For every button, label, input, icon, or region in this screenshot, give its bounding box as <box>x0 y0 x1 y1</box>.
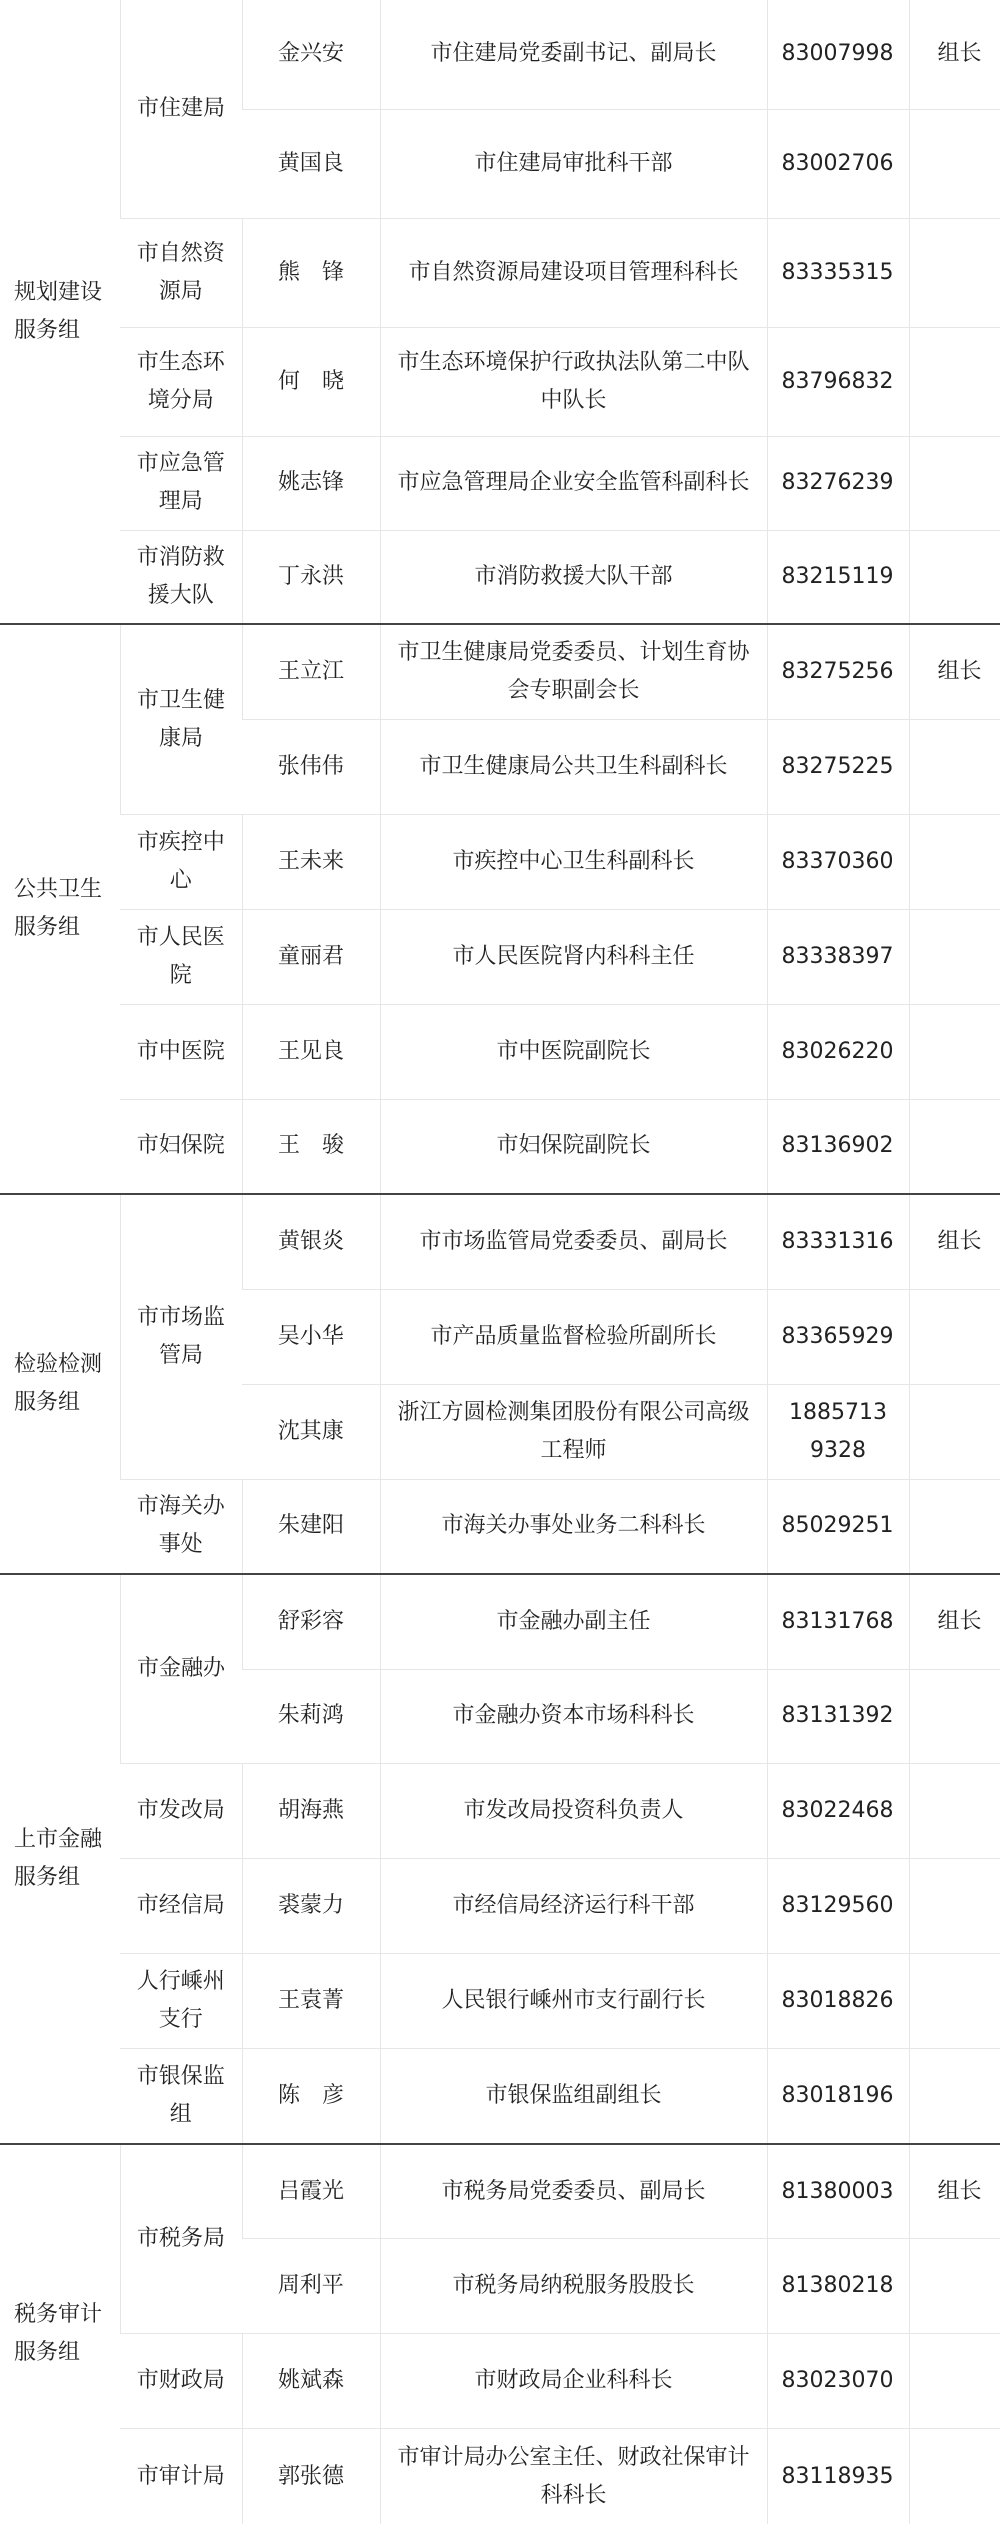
role-cell <box>909 109 1000 218</box>
phone-cell: 83007998 <box>767 0 909 109</box>
unit-name-cell: 市应急管理局 <box>120 436 242 530</box>
person-name-cell: 吕霞光 <box>242 2144 380 2239</box>
unit-name-cell: 市自然资源局 <box>120 218 242 327</box>
unit-name-cell: 市卫生健康局 <box>120 624 242 814</box>
phone-cell: 81380003 <box>767 2144 909 2239</box>
role-cell <box>909 814 1000 909</box>
person-name-cell: 胡海燕 <box>242 1764 380 1859</box>
person-name-cell: 王袁菁 <box>242 1954 380 2049</box>
group-name-cell: 税务审计服务组 <box>0 2144 120 2524</box>
person-name-cell: 陈 彦 <box>242 2049 380 2144</box>
position-cell: 市发改局投资科负责人 <box>380 1764 767 1859</box>
person-name-cell: 熊 锋 <box>242 218 380 327</box>
position-cell: 市生态环境保护行政执法队第二中队中队长 <box>380 327 767 436</box>
position-cell: 人民银行嵊州市支行副行长 <box>380 1954 767 2049</box>
table-row <box>0 1954 1000 2049</box>
position-cell: 市妇保院副院长 <box>380 1099 767 1194</box>
role-cell <box>909 327 1000 436</box>
unit-name-cell: 市疾控中心 <box>120 814 242 909</box>
phone-cell: 18857139328 <box>767 1384 909 1479</box>
unit-name-cell: 人行嵊州支行 <box>120 1954 242 2049</box>
unit-name-cell: 市市场监管局 <box>120 1194 242 1479</box>
person-name-cell: 郭张德 <box>242 2429 380 2524</box>
person-name-cell: 金兴安 <box>242 0 380 109</box>
person-name-cell: 朱莉鸿 <box>242 1669 380 1764</box>
unit-name-cell: 市经信局 <box>120 1859 242 1954</box>
table-row <box>0 0 1000 109</box>
table-row <box>0 2429 1000 2524</box>
role-cell <box>909 1859 1000 1954</box>
person-name-cell: 沈其康 <box>242 1384 380 1479</box>
phone-cell: 81380218 <box>767 2239 909 2334</box>
unit-name-cell: 市人民医院 <box>120 909 242 1004</box>
position-cell: 市应急管理局企业安全监管科副科长 <box>380 436 767 530</box>
position-cell: 市住建局审批科干部 <box>380 109 767 218</box>
phone-cell: 83338397 <box>767 909 909 1004</box>
position-cell: 市税务局党委委员、副局长 <box>380 2144 767 2239</box>
group-name-cell: 公共卫生服务组 <box>0 624 120 1194</box>
role-cell <box>909 909 1000 1004</box>
person-name-cell: 何 晓 <box>242 327 380 436</box>
table-row <box>0 909 1000 1004</box>
position-cell: 市银保监组副组长 <box>380 2049 767 2144</box>
person-name-cell: 黄国良 <box>242 109 380 218</box>
role-cell <box>909 2334 1000 2429</box>
table-row <box>0 2049 1000 2144</box>
phone-cell: 83335315 <box>767 218 909 327</box>
phone-cell: 83370360 <box>767 814 909 909</box>
phone-cell: 85029251 <box>767 1479 909 1574</box>
table-row <box>0 624 1000 719</box>
phone-cell: 83022468 <box>767 1764 909 1859</box>
role-cell <box>909 719 1000 814</box>
person-name-cell: 黄银炎 <box>242 1194 380 1289</box>
unit-name-cell: 市税务局 <box>120 2144 242 2334</box>
person-name-cell: 姚斌森 <box>242 2334 380 2429</box>
unit-name-cell: 市海关办事处 <box>120 1479 242 1574</box>
table-row <box>0 1859 1000 1954</box>
phone-cell: 83131768 <box>767 1574 909 1669</box>
table-row <box>0 530 1000 624</box>
role-cell: 组长 <box>909 2144 1000 2239</box>
phone-cell: 83365929 <box>767 1289 909 1384</box>
unit-name-cell: 市审计局 <box>120 2429 242 2524</box>
person-name-cell: 王未来 <box>242 814 380 909</box>
table-row <box>0 1764 1000 1859</box>
phone-cell: 83796832 <box>767 327 909 436</box>
role-cell <box>909 1099 1000 1194</box>
position-cell: 市住建局党委副书记、副局长 <box>380 0 767 109</box>
role-cell: 组长 <box>909 0 1000 109</box>
table-row <box>0 2144 1000 2239</box>
role-cell <box>909 530 1000 624</box>
role-cell <box>909 2049 1000 2144</box>
role-cell <box>909 1384 1000 1479</box>
role-cell: 组长 <box>909 1194 1000 1289</box>
phone-cell: 83026220 <box>767 1004 909 1099</box>
phone-cell: 83131392 <box>767 1669 909 1764</box>
person-name-cell: 舒彩容 <box>242 1574 380 1669</box>
position-cell: 市财政局企业科科长 <box>380 2334 767 2429</box>
table-row <box>0 1194 1000 1289</box>
phone-cell: 83215119 <box>767 530 909 624</box>
position-cell: 市市场监管局党委委员、副局长 <box>380 1194 767 1289</box>
position-cell: 市海关办事处业务二科科长 <box>380 1479 767 1574</box>
table-row <box>0 218 1000 327</box>
phone-cell: 83275256 <box>767 624 909 719</box>
phone-cell: 83002706 <box>767 109 909 218</box>
role-cell <box>909 218 1000 327</box>
role-cell: 组长 <box>909 624 1000 719</box>
phone-cell: 83018196 <box>767 2049 909 2144</box>
position-cell: 市中医院副院长 <box>380 1004 767 1099</box>
unit-name-cell: 市生态环境分局 <box>120 327 242 436</box>
position-cell: 市金融办资本市场科科长 <box>380 1669 767 1764</box>
role-cell: 组长 <box>909 1574 1000 1669</box>
unit-name-cell: 市发改局 <box>120 1764 242 1859</box>
position-cell: 市卫生健康局公共卫生科副科长 <box>380 719 767 814</box>
position-cell: 市消防救援大队干部 <box>380 530 767 624</box>
person-name-cell: 姚志锋 <box>242 436 380 530</box>
phone-cell: 83018826 <box>767 1954 909 2049</box>
unit-name-cell: 市财政局 <box>120 2334 242 2429</box>
unit-name-cell: 市妇保院 <box>120 1099 242 1194</box>
role-cell <box>909 1004 1000 1099</box>
position-cell: 市经信局经济运行科干部 <box>380 1859 767 1954</box>
role-cell <box>909 1289 1000 1384</box>
person-name-cell: 张伟伟 <box>242 719 380 814</box>
group-name-cell: 上市金融服务组 <box>0 1574 120 2144</box>
person-name-cell: 周利平 <box>242 2239 380 2334</box>
role-cell <box>909 1479 1000 1574</box>
position-cell: 市疾控中心卫生科副科长 <box>380 814 767 909</box>
phone-cell: 83023070 <box>767 2334 909 2429</box>
position-cell: 浙江方圆检测集团股份有限公司高级工程师 <box>380 1384 767 1479</box>
position-cell: 市卫生健康局党委委员、计划生育协会专职副会长 <box>380 624 767 719</box>
unit-name-cell: 市金融办 <box>120 1574 242 1764</box>
person-name-cell: 裘蒙力 <box>242 1859 380 1954</box>
table-row <box>0 1004 1000 1099</box>
phone-cell: 83331316 <box>767 1194 909 1289</box>
group-name-cell: 规划建设服务组 <box>14 279 103 343</box>
table-row <box>0 814 1000 909</box>
position-cell: 市产品质量监督检验所副所长 <box>380 1289 767 1384</box>
phone-cell: 83275225 <box>767 719 909 814</box>
phone-cell: 83129560 <box>767 1859 909 1954</box>
role-cell <box>909 2239 1000 2334</box>
position-cell: 市金融办副主任 <box>380 1574 767 1669</box>
role-cell <box>909 1954 1000 2049</box>
unit-name-cell: 市住建局 <box>120 0 242 218</box>
person-name-cell: 童丽君 <box>242 909 380 1004</box>
unit-name-cell: 市银保监组 <box>120 2049 242 2144</box>
role-cell <box>909 2429 1000 2524</box>
position-cell: 市审计局办公室主任、财政社保审计科科长 <box>380 2429 767 2524</box>
position-cell: 市人民医院肾内科科主任 <box>380 909 767 1004</box>
person-name-cell: 吴小华 <box>242 1289 380 1384</box>
table-row <box>0 436 1000 530</box>
group-name-cell: 检验检测服务组 <box>0 1194 120 1574</box>
role-cell <box>909 1669 1000 1764</box>
table-row <box>0 327 1000 436</box>
phone-cell: 83276239 <box>767 436 909 530</box>
person-name-cell: 朱建阳 <box>242 1479 380 1574</box>
role-cell <box>909 436 1000 530</box>
table-row <box>0 1099 1000 1194</box>
person-name-cell: 王立江 <box>242 624 380 719</box>
person-name-cell: 丁永洪 <box>242 530 380 624</box>
person-name-cell: 王见良 <box>242 1004 380 1099</box>
table-row <box>0 2334 1000 2429</box>
unit-name-cell: 市中医院 <box>120 1004 242 1099</box>
phone-cell: 83136902 <box>767 1099 909 1194</box>
position-cell: 市自然资源局建设项目管理科科长 <box>380 218 767 327</box>
table-row <box>0 1479 1000 1574</box>
person-name-cell: 王 骏 <box>242 1099 380 1194</box>
table-row <box>0 1574 1000 1669</box>
phone-cell: 83118935 <box>767 2429 909 2524</box>
unit-name-cell: 市消防救援大队 <box>120 530 242 624</box>
role-cell <box>909 1764 1000 1859</box>
position-cell: 市税务局纳税服务股股长 <box>380 2239 767 2334</box>
